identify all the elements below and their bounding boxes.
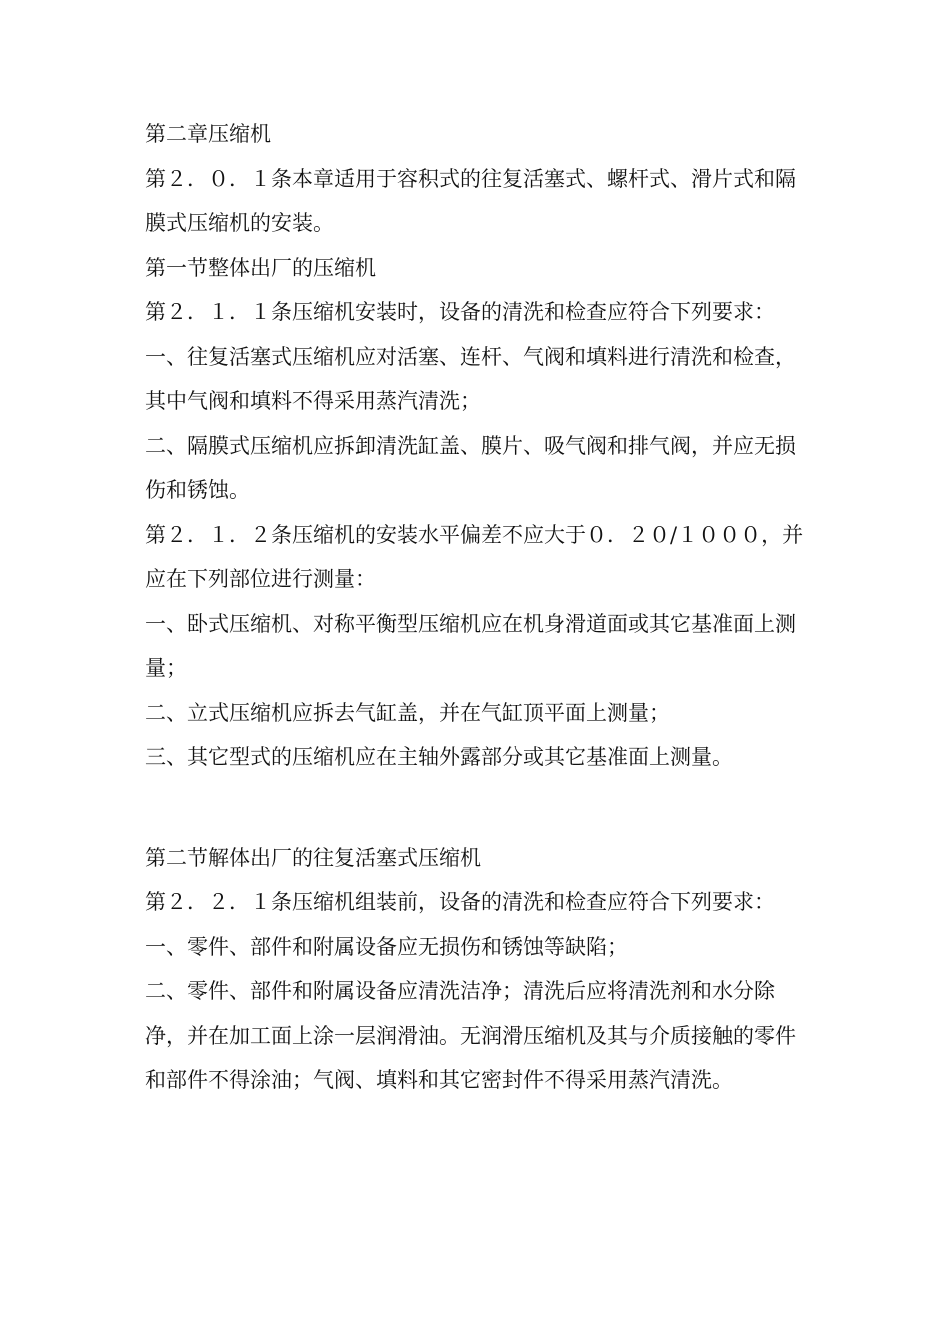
- section-1-title: 第一节整体出厂的压缩机: [145, 255, 376, 280]
- section-2-title: 第二节解体出厂的往复活塞式压缩机: [145, 845, 481, 870]
- chapter-title: 第二章压缩机: [145, 122, 271, 146]
- article-2-2-1-item-2: 二、零件、部件和附属设备应清洗洁净；清洗后应将清洗剂和水分除净，并在加工面上涂一层润滑油。无润滑压缩机及其与介质接触的零件和部件不得涂油；气阀、填料和其它密封件不得采用蒸汽清洗。: [145, 979, 796, 1092]
- article-2-1-1: 第２．１．１条压缩机安装时，设备的清洗和检查应符合下列要求：: [145, 300, 775, 324]
- article-2-2-1: 第２．２．１条压缩机组装前，设备的清洗和检查应符合下列要求：: [145, 890, 775, 914]
- article-2-1-2: 第２．１．２条压缩机的安装水平偏差不应大于０．２０/１０００，并应在下列部位进行测量：: [145, 522, 804, 591]
- paragraph-gap: [145, 780, 810, 836]
- document-body: [145, 112, 810, 1103]
- article-2-1-1-item-1: 一、往复活塞式压缩机应对活塞、连杆、气阀和填料进行清洗和检查，其中气阀和填料不得采用蒸汽清洗；: [145, 344, 796, 413]
- article-2-1-2-item-3: 三、其它型式的压缩机应在主轴外露部分或其它基准面上测量。: [145, 745, 733, 769]
- article-2-2-1-item-1: 一、零件、部件和附属设备应无损伤和锈蚀等缺陷；: [145, 934, 628, 959]
- article-2-1-2-item-2: 二、立式压缩机应拆去气缸盖，并在气缸顶平面上测量；: [145, 700, 670, 725]
- article-2-1-2-item-1: 一、卧式压缩机、对称平衡型压缩机应在机身滑道面或其它基准面上测量；: [145, 611, 796, 680]
- article-2-0-1: 第２．０．１条本章适用于容积式的往复活塞式、螺杆式、滑片式和隔膜式压缩机的安装。: [145, 166, 796, 235]
- article-2-1-1-item-2: 二、隔膜式压缩机应拆卸清洗缸盖、膜片、吸气阀和排气阀，并应无损伤和锈蚀。: [145, 433, 796, 502]
